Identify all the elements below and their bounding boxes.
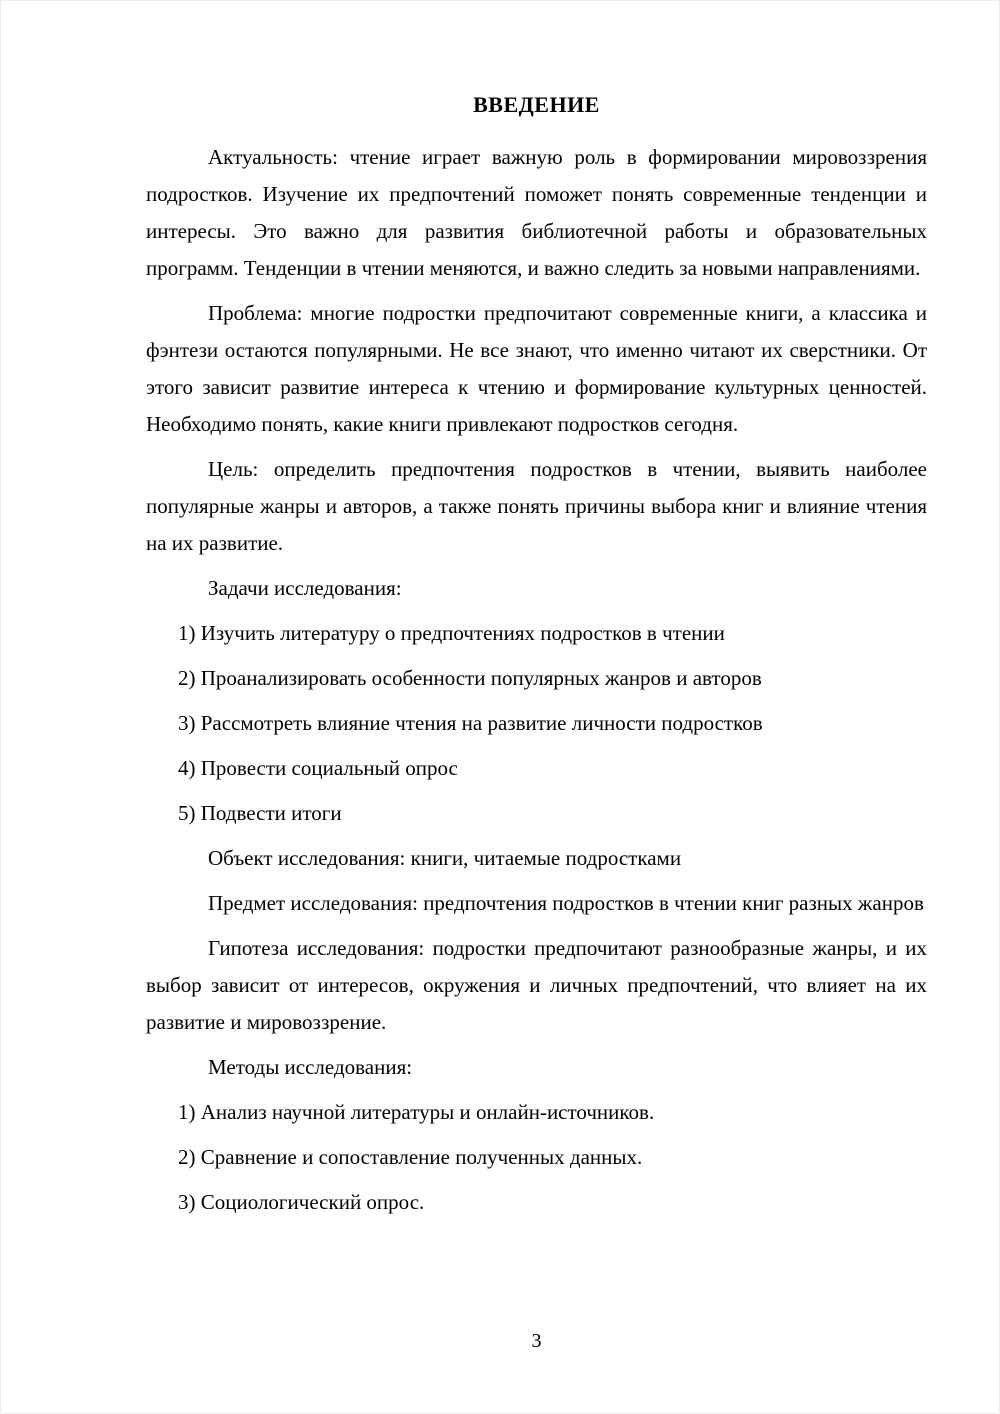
- task-list-item-2: 2) Проанализировать особенности популярных жанров и авторов: [178, 666, 762, 690]
- task-list-item-5: 5) Подвести итоги: [178, 801, 342, 825]
- page-number: 3: [531, 1330, 542, 1352]
- paragraph-tasks-heading: Задачи исследования:: [208, 576, 402, 600]
- paragraph-relevance: Актуальность: чтение играет важную роль в формировании мировоззрения подростков. Изучение их предпочтений поможет понять современные тенденции и интересы. Это важно для развития библиотечной работы и образовательных программ. Тенденции в чтении меняются, и важно следить за новыми направлениями.: [146, 145, 927, 280]
- paragraph-problem: Проблема: многие подростки предпочитают современные книги, а классика и фэнтези остаются популярными. Не все знают, что именно читают их сверстники. От этого зависит развитие интереса к чтению и формирование культурных ценностей. Необходимо понять, какие книги привлекают подростков сегодня.: [146, 301, 927, 436]
- method-list-item-2: 2) Сравнение и сопоставление полученных данных.: [178, 1145, 643, 1169]
- page-title: ВВЕДЕНИЕ: [473, 92, 600, 117]
- paragraph-goal: Цель: определить предпочтения подростков в чтении, выявить наиболее популярные жанры и авторов, а также понять причины выбора книг и влияние чтения на их развитие.: [146, 457, 927, 555]
- task-list-item-3: 3) Рассмотреть влияние чтения на развитие личности подростков: [178, 711, 763, 735]
- method-list-item-1: 1) Анализ научной литературы и онлайн-источников.: [178, 1100, 655, 1124]
- paragraph-hypothesis: Гипотеза исследования: подростки предпочитают разнообразные жанры, и их выбор зависит от интересов, окружения и личных предпочтений, что влияет на их развитие и мировоззрение.: [146, 936, 927, 1034]
- method-list-item-3: 3) Социологический опрос.: [178, 1190, 425, 1214]
- paragraph-subject: Предмет исследования: предпочтения подростков в чтении книг разных жанров: [208, 891, 924, 915]
- paragraph-methods-heading: Методы исследования:: [208, 1055, 413, 1079]
- task-list-item-1: 1) Изучить литературу о предпочтениях подростков в чтении: [178, 621, 725, 645]
- paragraph-object: Объект исследования: книги, читаемые подростками: [208, 846, 682, 870]
- task-list-item-4: 4) Провести социальный опрос: [178, 756, 458, 780]
